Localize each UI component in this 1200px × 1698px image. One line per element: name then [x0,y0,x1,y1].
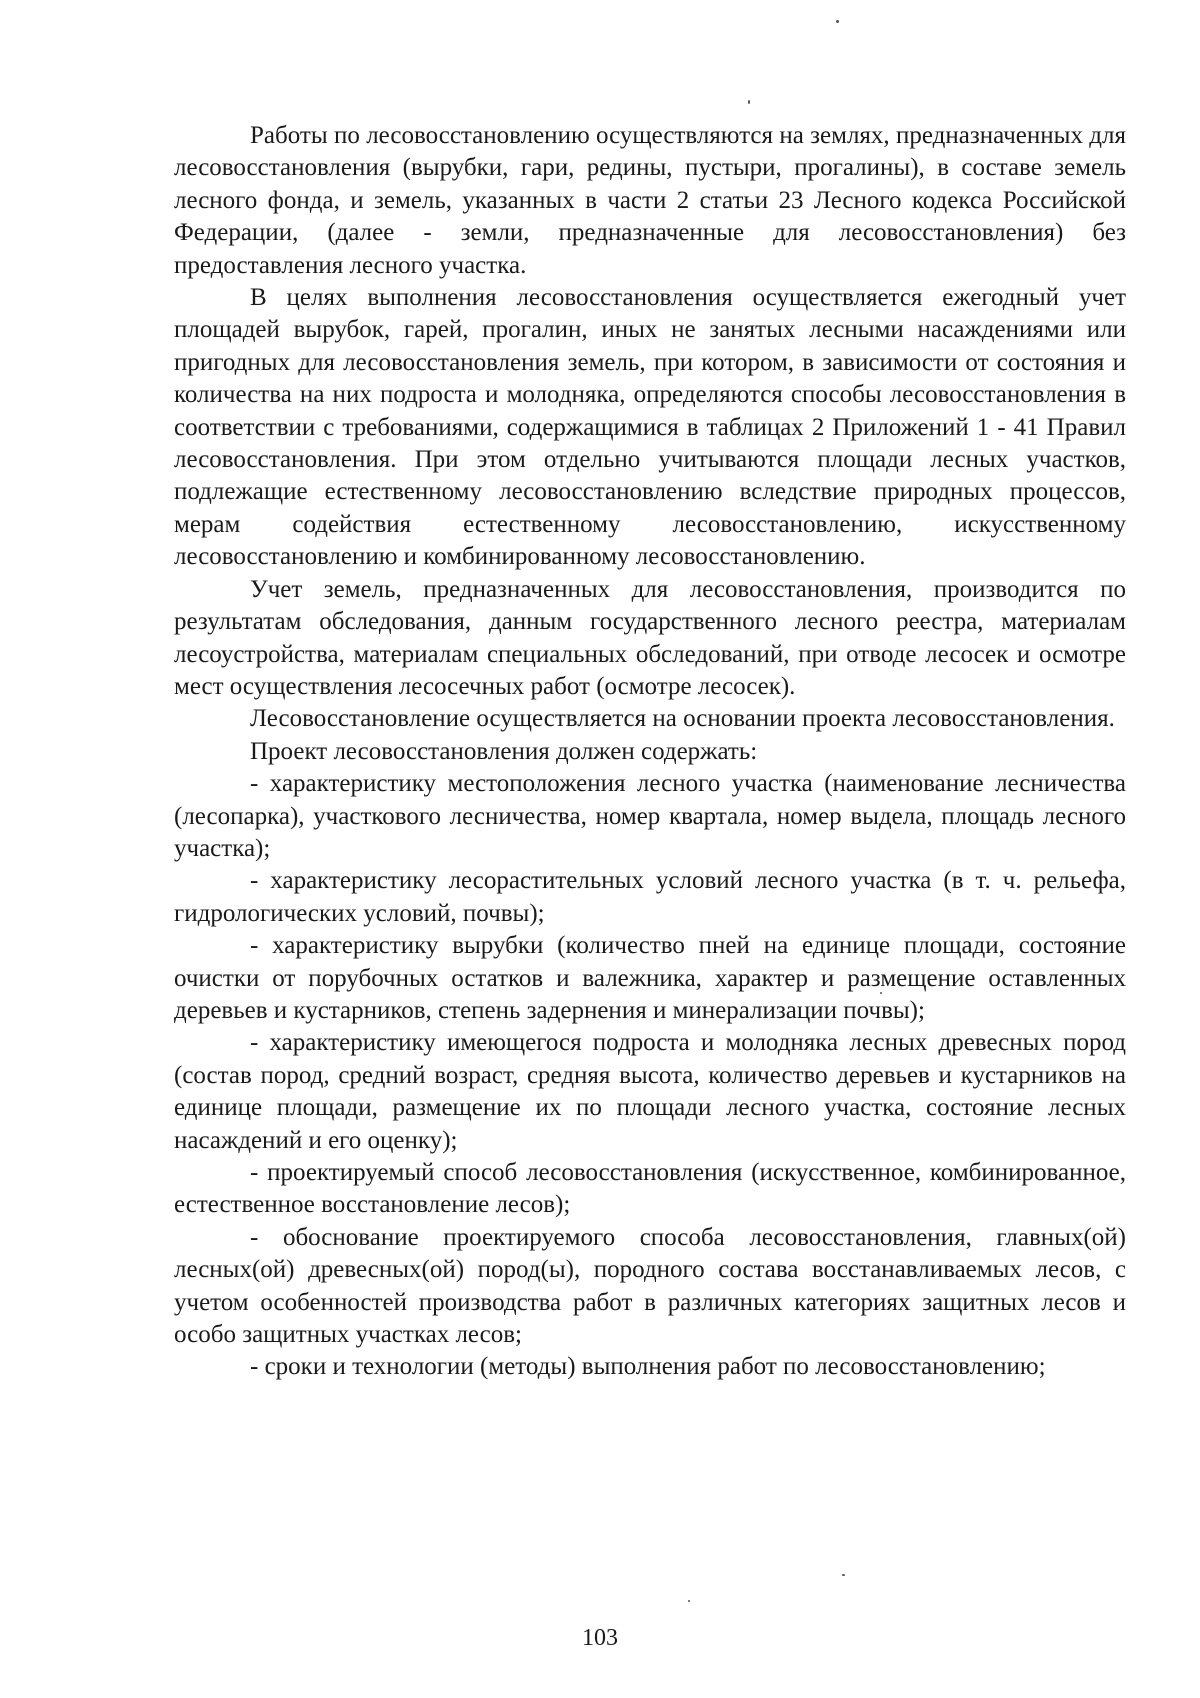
scan-speck [748,100,750,104]
scan-speck [842,1574,845,1576]
paragraph: Учет земель, предназначенных для лесовосстановления, производится по результатам обследования, данным государственного лесного реестра, материалам лесоустройства, материалам специальных обследований, при отводе лесосек и осмотре мест осуществления лесосечных работ (осмотре лесосек). [174,575,1126,700]
list-item: - характеристику местоположения лесного участка (наименование лесничества (лесопарка), участкового лесничества, номер квартала, номер выдела, площадь лесного участка); [174,770,1126,862]
document-body [174,120,1126,1384]
scan-speck [836,20,839,23]
page-number: 103 [582,1625,618,1651]
scan-speck [688,1600,690,1602]
list-item: - характеристику имеющегося подроста и молодняка лесных древесных пород (состав пород, средний возраст, средняя высота, количество деревьев и кустарников на единице площади, размещение их по площади лесного участка, состояние лесных насаждений и его оценку); [174,1029,1126,1154]
scan-speck [880,992,882,994]
list-item: - характеристику вырубки (количество пней на единице площади, состояние очистки от порубочных остатков и валежника, характер и размещение оставленных деревьев и кустарников, степень задернения и минерализации почвы); [174,932,1126,1024]
list-item: - обоснование проектируемого способа лесовосстановления, главных(ой) лесных(ой) древесных(ой) пород(ы), породного состава восстанавливаемых лесов, с учетом особенностей производства работ в различных категориях защитных лесов и особо защитных участках лесов; [174,1223,1126,1349]
paragraph: В целях выполнения лесовосстановления осуществляется ежегодный учет площадей вырубок, гарей, прогалин, иных не занятых лесными насаждениями или пригодных для лесовосстановления земель, при котором, в зависимости от состояния и количества на них подроста и молодняка, определяются способы лесовосстановления в соответствии с требованиями, содержащимися в таблицах 2 Приложений 1 - 41 Правил лесовосстановления. При этом отдельно учитываются площади лесных участков, подлежащие естественному лесовосстановлению вследствие природных процессов, мерам содействия естественному лесовосстановлению, искусственному лесовосстановлению и комбинированному лесовосстановлению. [174,284,1126,571]
list-item: - характеристику лесорастительных условий лесного участка (в т. ч. рельефа, гидрологических условий, почвы); [174,867,1126,927]
paragraph: Лесовосстановление осуществляется на основании проекта лесовосстановления. [250,705,1115,733]
paragraph: Проект лесовосстановления должен содержать: [250,737,758,765]
list-item: - сроки и технологии (методы) выполнения работ по лесовосстановлению; [250,1353,1046,1381]
paragraph: Работы по лесовосстановлению осуществляются на землях, предназначенных для лесовосстановления (вырубки, гари, редины, пустыри, прогалины), в составе земель лесного фонда, и земель, указанных в части 2 статьи 23 Лесного кодекса Российской Федерации, (далее - земли, предназначенные для лесовосстановления) без предоставления лесного участка. [174,122,1126,279]
list-item: - проектируемый способ лесовосстановления (искусственное, комбинированное, естественное восстановление лесов); [174,1159,1126,1219]
